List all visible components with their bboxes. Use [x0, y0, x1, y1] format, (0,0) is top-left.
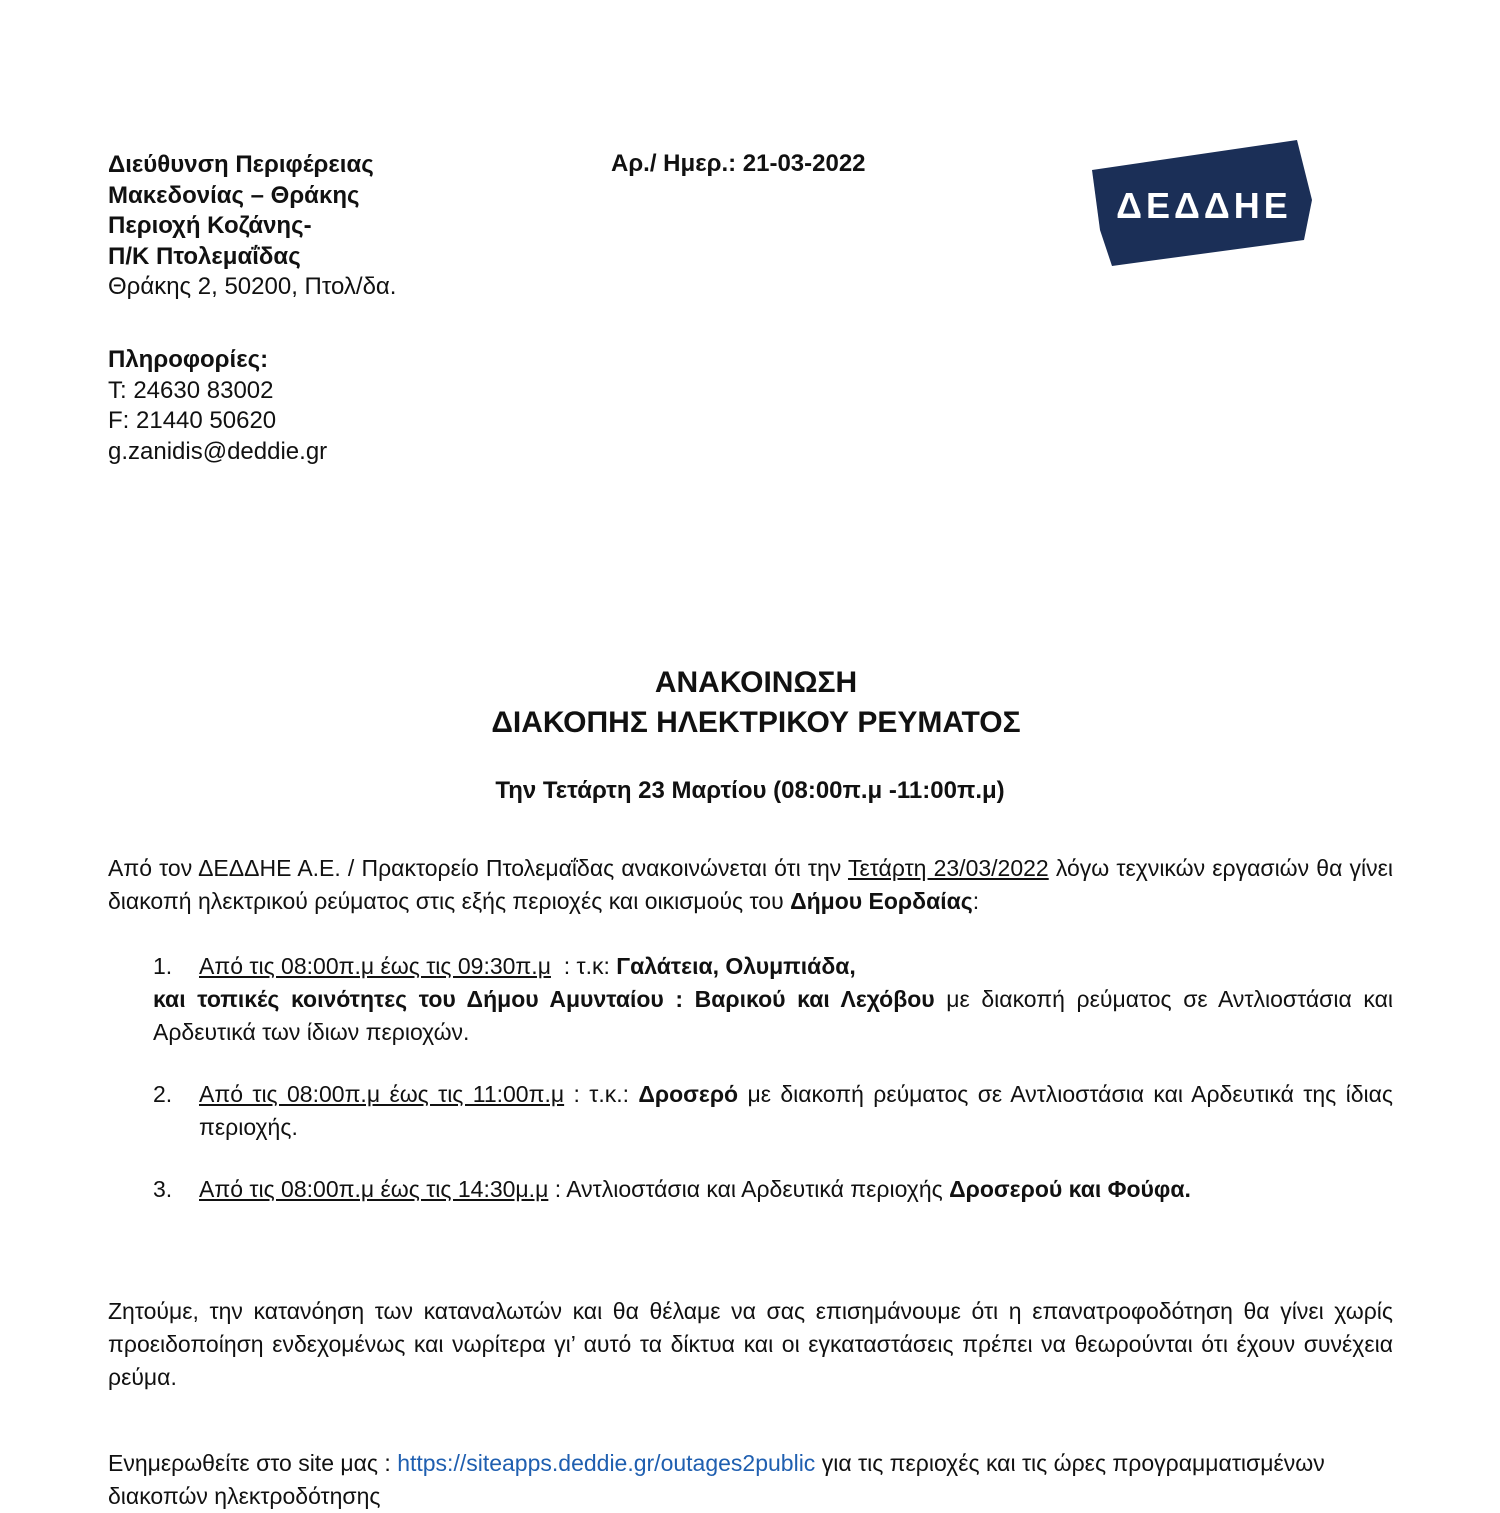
outage-date-line: Την Τετάρτη 23 Μαρτίου (08:00π.μ -11:00π.μ)	[495, 777, 1005, 804]
reference-date: Αρ./ Ημερ.: 21-03-2022	[611, 150, 866, 177]
svg-text:ΔΕΔΔΗΕ: ΔΕΔΔΗΕ	[1116, 185, 1292, 226]
intro-paragraph	[108, 852, 1393, 918]
item-text: : τ.κ.:	[564, 1081, 639, 1107]
closing-paragraph: Ζητούμε, την κατανόηση των καταναλωτών και θα θέλαμε να σας επισημάνουμε ότι η επανατροφοδότηση θα γίνει χωρίς προειδοποίηση ενδεχομένως και νωρίτερα γι’ αυτό τα δίκτυα και οι εγκαταστάσεις πρέπει να θεωρούνται ότι έχουν συνέχεια ρεύμα.	[108, 1298, 1393, 1390]
outage-item-2	[153, 1078, 1393, 1144]
sender-line: Μακεδονίας – Θράκης	[108, 181, 360, 209]
info-block	[108, 345, 327, 467]
intro-text: :	[972, 888, 980, 914]
item-area: Δροσερού και Φούφα.	[949, 1176, 1191, 1202]
sender-line: Π/Κ Πτολεμαΐδας	[108, 242, 301, 270]
item-text: : Αντλιοστάσια και Αρδευτικά περιοχής	[548, 1176, 950, 1202]
sender-line: Περιοχή Κοζάνης-	[108, 212, 312, 239]
item-time: Από τις 08:00π.μ έως τις 14:30μ.μ	[199, 1176, 549, 1202]
item-area: και τοπικές κοινότητες του Δήμου Αμυνταίου : Βαρικού και Λεχόβου	[153, 986, 935, 1012]
item-text: με διακοπή ρεύματος σε Αντλιοστάσια και Αρδευτικά της ίδιας περιοχής.	[199, 1081, 1393, 1140]
municipality: Δήμου Εορδαίας	[790, 888, 973, 914]
title-line-2: ΔΙΑΚΟΠΗΣ ΗΛΕΚΤΡΙΚΟΥ ΡΕΥΜΑΤΟΣ	[491, 706, 1021, 739]
sender-line: Διεύθυνση Περιφέρειας	[108, 151, 374, 178]
item-text: με διακοπή ρεύματος σε Αντλιοστάσια και Αρδευτικά των ίδιων περιοχών.	[153, 986, 1393, 1045]
intro-date: Τετάρτη 23/03/2022	[847, 855, 1049, 881]
outages-link[interactable]: https://siteapps.deddie.gr/outages2public	[397, 1450, 816, 1476]
item-number: 2.	[153, 1081, 173, 1107]
item-time: Από τις 08:00π.μ έως τις 09:30π.μ	[199, 953, 551, 979]
title-line-1: ΑΝΑΚΟΙΝΩΣΗ	[654, 666, 858, 699]
item-area: Δροσερό	[638, 1081, 739, 1107]
info-phone: T: 24630 83002	[108, 376, 274, 404]
announcement-title	[0, 663, 1500, 743]
intro-text: Από τον ΔΕΔΔΗΕ Α.Ε. / Πρακτορείο Πτολεμαΐδας ανακοινώνεται ότι την	[108, 855, 848, 881]
outage-item-3	[153, 1173, 1393, 1206]
sender-address: Θράκης 2, 50200, Πτολ/δα.	[108, 273, 397, 300]
info-label: Πληροφορίες:	[108, 346, 269, 373]
item-text: : τ.κ:	[550, 953, 617, 979]
deddie-logo	[1092, 140, 1312, 266]
item-number: 3.	[153, 1176, 173, 1202]
item-area: Γαλάτεια, Ολυμπιάδα,	[616, 953, 856, 979]
info-email[interactable]: g.zanidis@deddie.gr	[108, 437, 328, 465]
intro-text: λόγω τεχνικών εργασιών θα γίνει διακοπή ηλεκτρικού ρεύματος στις εξής περιοχές και οικισμούς του	[108, 855, 1393, 914]
outage-item-1	[153, 950, 1393, 1049]
site-paragraph	[108, 1447, 1393, 1513]
item-number: 1.	[153, 953, 173, 979]
sender-block	[108, 150, 396, 303]
info-fax: F: 21440 50620	[108, 407, 277, 434]
site-text: για τις περιοχές και τις ώρες προγραμματισμένων διακοπών ηλεκτροδότησης	[108, 1450, 1325, 1509]
item-time: Από τις 08:00π.μ έως τις 11:00π.μ	[199, 1081, 565, 1107]
site-text: Ενημερωθείτε στο site μας :	[108, 1450, 398, 1476]
